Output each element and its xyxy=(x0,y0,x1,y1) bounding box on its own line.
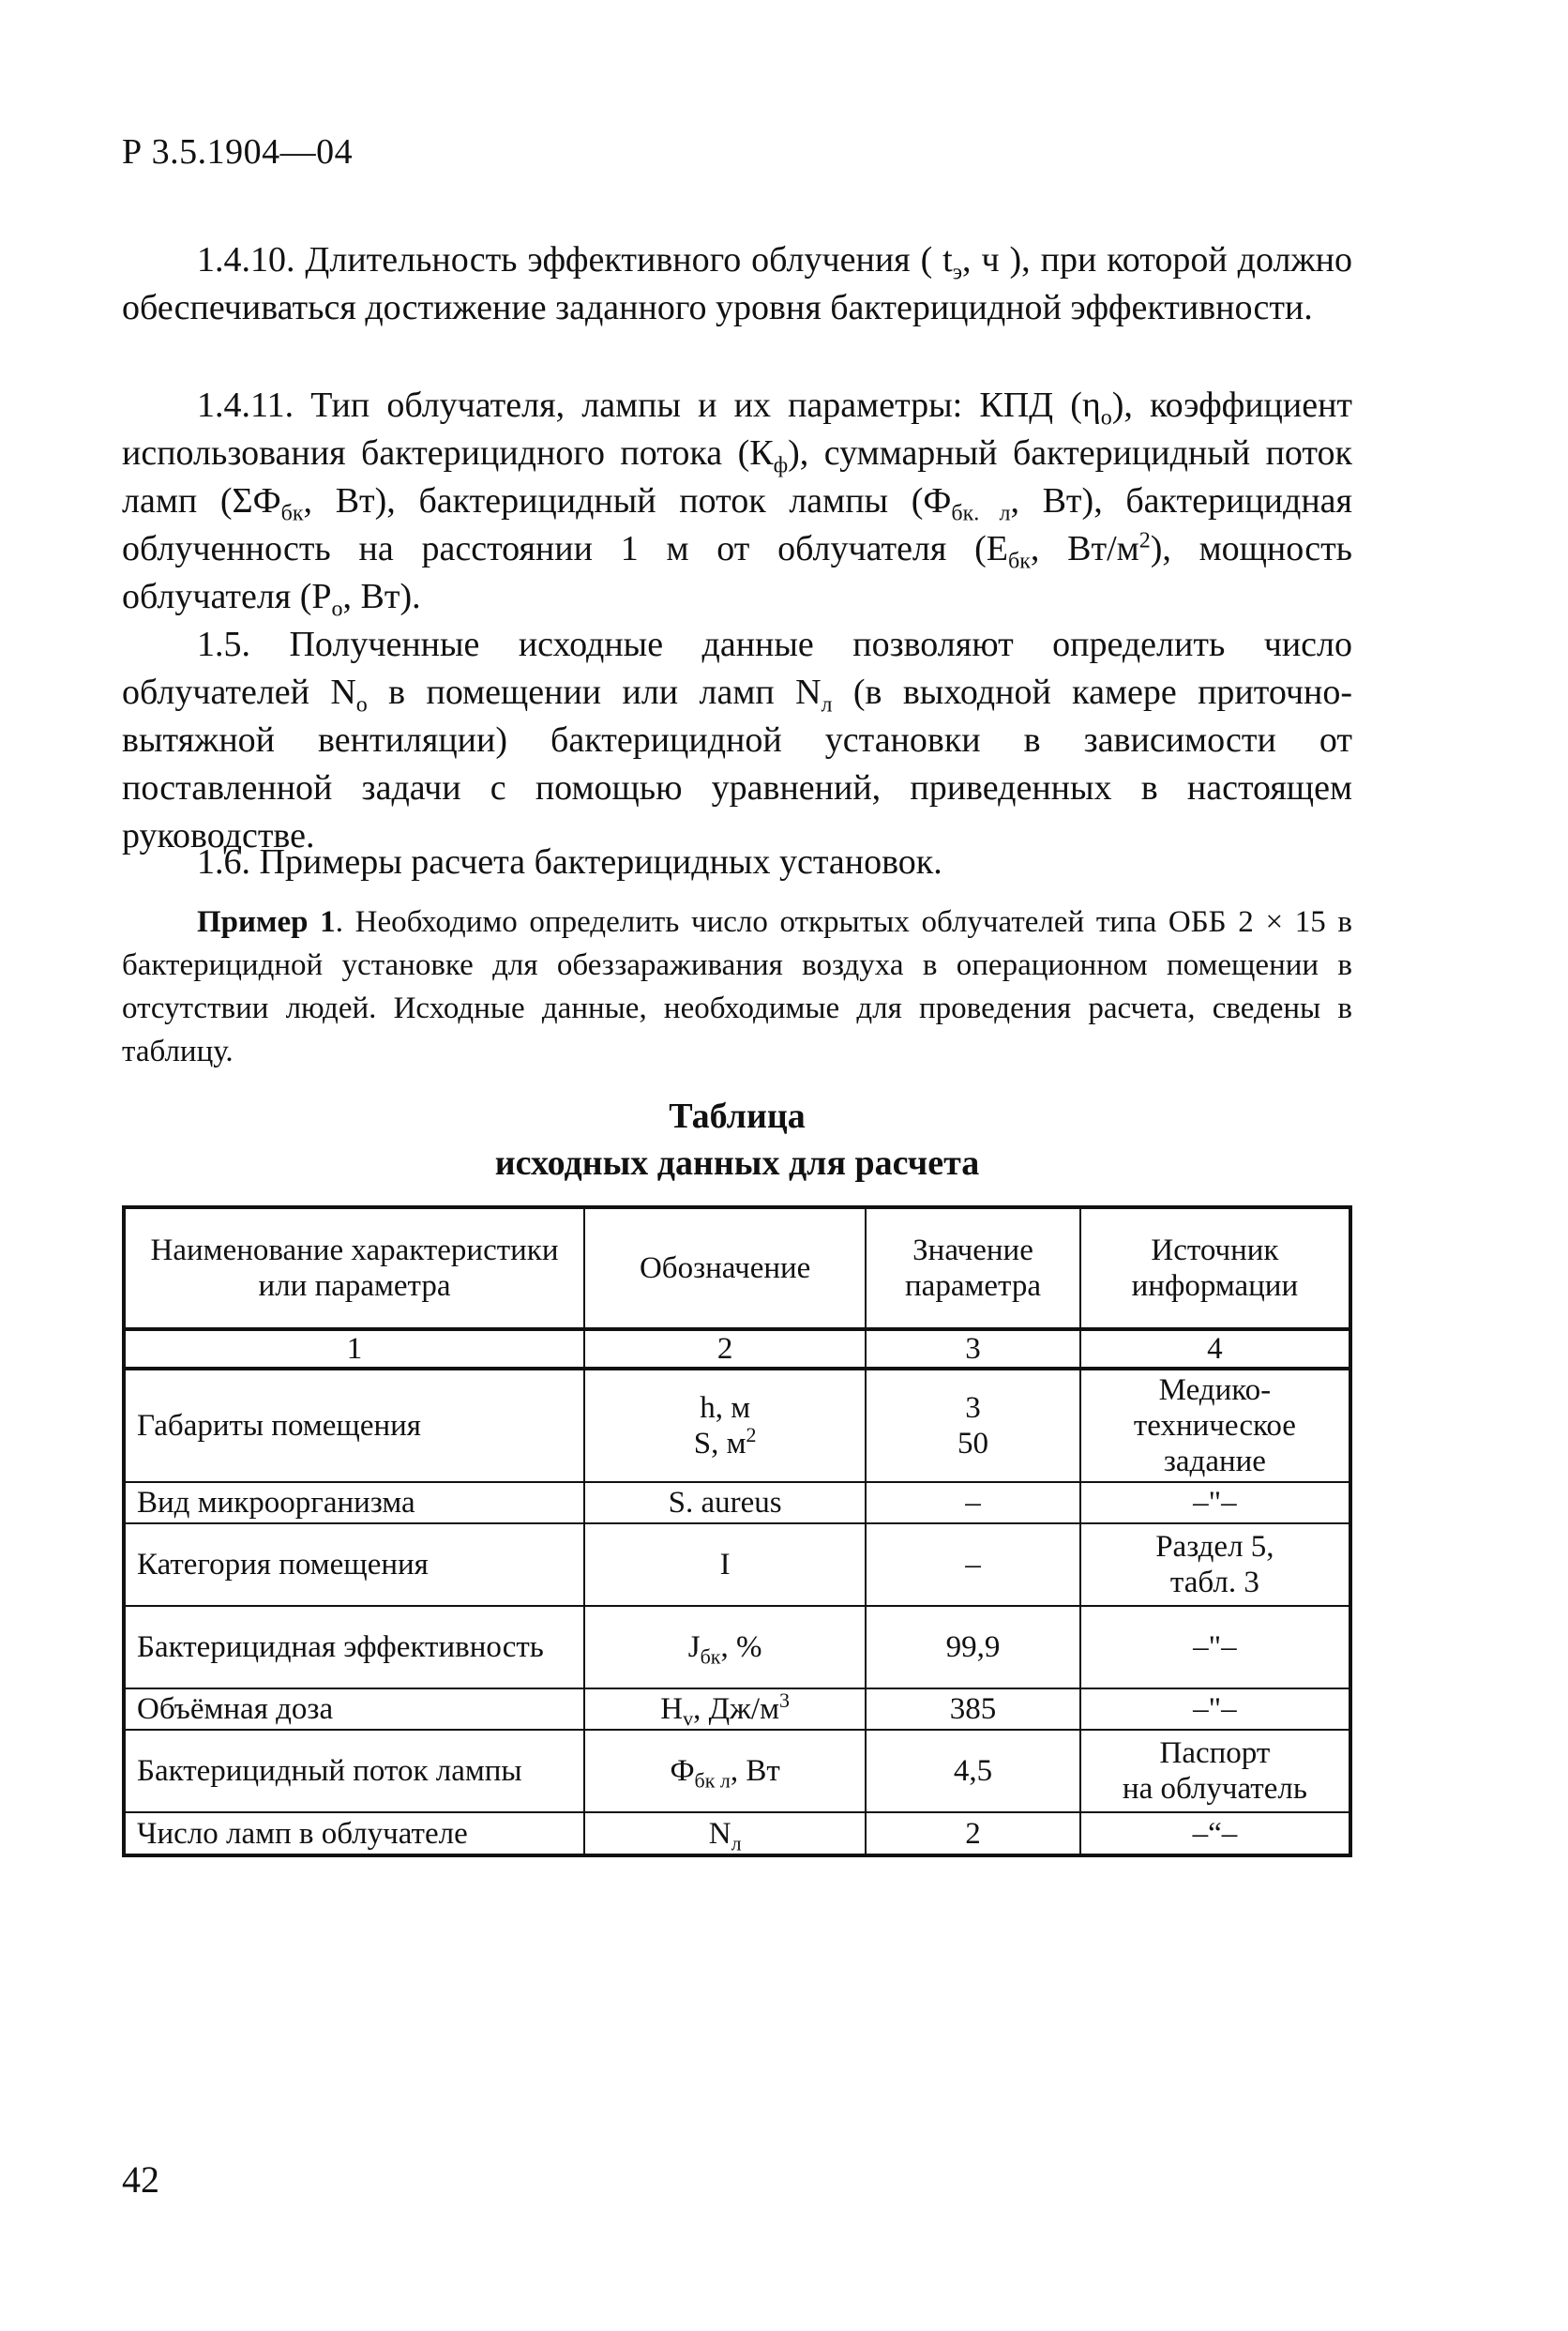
cell-value: 4,5 xyxy=(866,1730,1080,1812)
cell-value: – xyxy=(866,1523,1080,1606)
example-text: . Необходимо определить число открытых облучателей типа ОББ 2 × 15 в бактерицидной установке для обеззараживания воздуха в операционном помещении в отсутствии людей. Исходные данные, необходимые для проведения расчета, сведены в таблицу. xyxy=(122,905,1352,1068)
column-number: 3 xyxy=(866,1329,1080,1369)
page-number: 42 xyxy=(122,2158,159,2201)
cell-symbol: I xyxy=(584,1523,866,1606)
cell-symbol: S. aureus xyxy=(584,1482,866,1523)
column-header: Обозначение xyxy=(584,1207,866,1329)
cell-name: Бактерицидная эффективность xyxy=(124,1606,584,1688)
column-number: 1 xyxy=(124,1329,584,1369)
table-row xyxy=(124,1482,1350,1523)
table-title: Таблица исходных данных для расчета xyxy=(494,1097,980,1183)
table-row xyxy=(124,1812,1350,1855)
cell-value: 99,9 xyxy=(866,1606,1080,1688)
cell-symbol: $N_л$ xyxy=(584,1812,866,1855)
paragraph-1-4-11: 1.4.11. Тип облучателя, лампы и их параметры: КПД $(\eta_о)$, коэффициент использования бактерицидного потока $(К_ф)$, суммарный бактерицидный поток ламп ($\Sigma Ф_{бк}$, Вт), бактерицидный поток лампы ($Ф_{бк. л}$, Вт), бактерицидная облученность на расстоянии 1 м от облучателя ($Е_{бк}$, $Вт/м^2$), мощность облучателя ($Р_о$, Вт). xyxy=(122,386,1353,622)
column-header: Источник информации xyxy=(1080,1207,1350,1329)
cell-value: 385 xyxy=(866,1688,1080,1730)
table-row xyxy=(124,1369,1350,1482)
cell-name: Габариты помещения xyxy=(124,1369,584,1482)
cell-source: –"– xyxy=(1080,1688,1350,1730)
cell-name: Категория помещения xyxy=(124,1523,584,1606)
document-code: Р 3.5.1904—04 xyxy=(122,132,354,172)
table-row xyxy=(124,1523,1350,1606)
source-data-table xyxy=(122,1205,1352,1857)
cell-name: Число ламп в облучателе xyxy=(124,1812,584,1855)
table-header-row xyxy=(124,1207,1350,1329)
cell-name: Бактерицидный поток лампы xyxy=(124,1730,584,1812)
cell-symbol: $Ф_{бк л}$, Вт xyxy=(584,1730,866,1812)
column-header: Значение параметра xyxy=(866,1207,1080,1329)
cell-source: Паспорт на облучатель xyxy=(1080,1730,1350,1812)
cell-source: Раздел 5, табл. 3 xyxy=(1080,1523,1350,1606)
cell-source: –“– xyxy=(1080,1812,1350,1855)
table-row xyxy=(124,1606,1350,1688)
cell-value: – xyxy=(866,1482,1080,1523)
cell-symbol: $J_{бк}$, % xyxy=(584,1606,866,1688)
column-number: 2 xyxy=(584,1329,866,1369)
cell-symbol: h, м S, $м^2$ xyxy=(584,1369,866,1482)
table-row xyxy=(124,1688,1350,1730)
cell-source: Медико-техническое задание xyxy=(1080,1369,1350,1482)
table-row xyxy=(124,1730,1350,1812)
cell-symbol: $H_v$, $Дж/м^3$ xyxy=(584,1688,866,1730)
column-number: 4 xyxy=(1080,1329,1350,1369)
cell-source: –"– xyxy=(1080,1606,1350,1688)
cell-value: 2 xyxy=(866,1812,1080,1855)
example-label: Пример 1 xyxy=(197,905,336,939)
column-header: Наименование характеристики или параметра xyxy=(124,1207,584,1329)
paragraph-1-4-10: 1.4.10. Длительность эффективного облучения ( $t_э$, ч ), при которой должно обеспечиваться достижение заданного уровня бактерицидной эффективности. xyxy=(122,240,1353,327)
example-1 xyxy=(122,901,1352,1073)
cell-name: Объёмная доза xyxy=(124,1688,584,1730)
paragraph-1-5: 1.5. Полученные исходные данные позволяют определить число облучателей $N_о$ в помещении или ламп $N_л$ (в выходной камере приточно-вытяжной вентиляции) бактерицидной установки в зависимости от поставленной задачи с помощью уравнений, приведенных в настоящем руководстве. xyxy=(122,625,1352,855)
column-number-row xyxy=(124,1329,1350,1369)
cell-value: 3 50 xyxy=(866,1369,1080,1482)
paragraph-1-6: 1.6. Примеры расчета бактерицидных установок. xyxy=(197,842,942,882)
cell-name: Вид микроорганизма xyxy=(124,1482,584,1523)
cell-source: –"– xyxy=(1080,1482,1350,1523)
